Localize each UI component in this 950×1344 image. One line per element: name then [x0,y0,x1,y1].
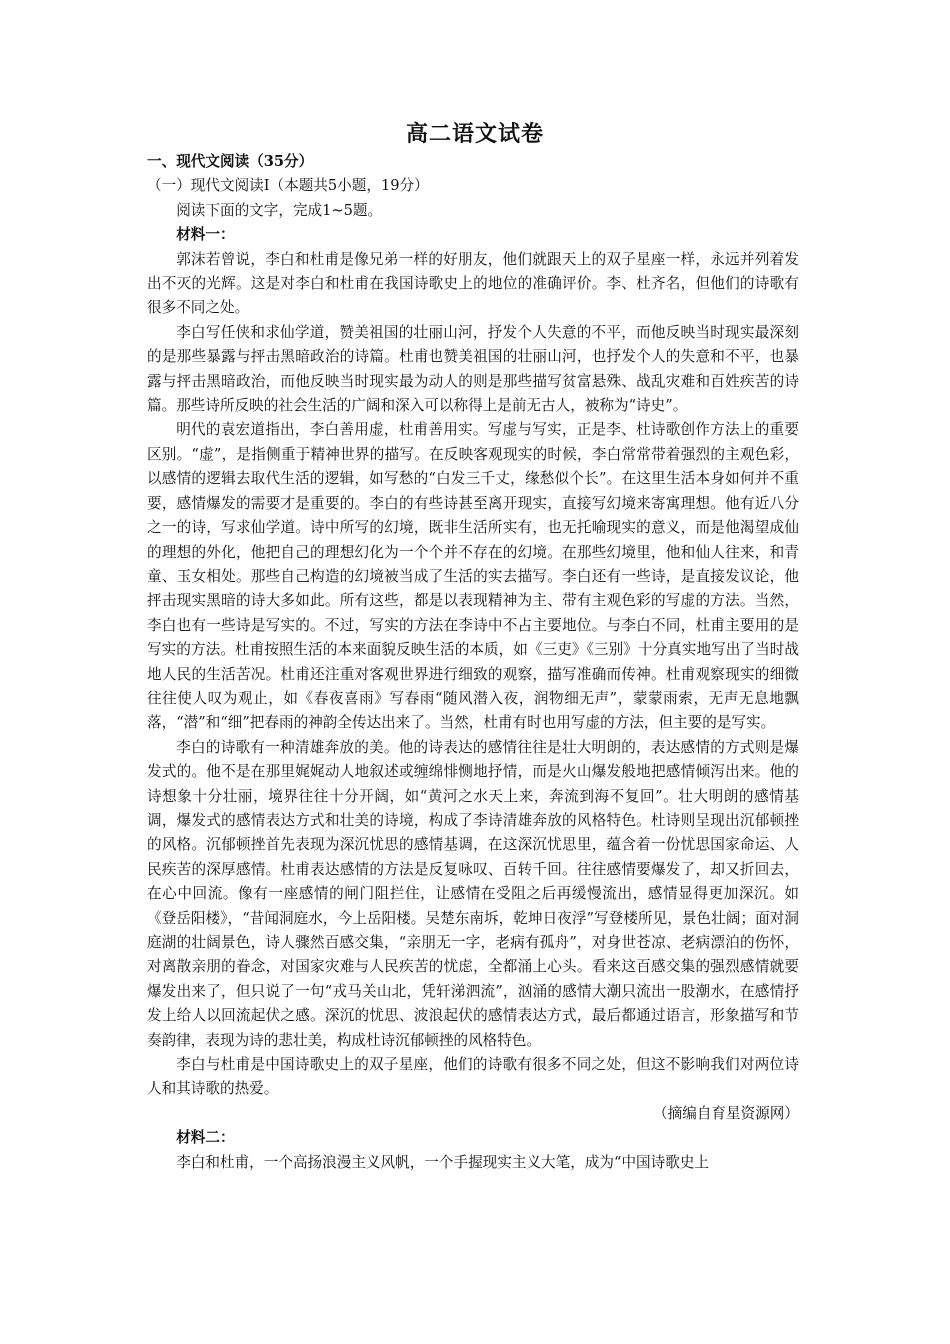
material-one-source: （摘编自育星资源网） [653,1104,799,1122]
material-one-paragraph-4: 李白的诗歌有一种清雄奔放的美。他的诗表达的感情往往是壮大明朗的，表达感情的方式则是爆发式的。他不是在那里娓娓动人地叙述或缠绵悱恻地抒情，而是火山爆发般地把感情倾泻出来。他的诗想象十分壮丽，境界往往十分开阔，如“黄河之水天上来，奔流到海不复回”。壮大明朗的感情基调，爆发式的感情表达方式和壮美的诗境，构成了李诗清雄奔放的风格特色。杜诗则呈现出沉郁顿挫的风格。沉郁顿挫首先表现为深沉忧思的感情基调，在这深沉忧思里，蕴含着一份忧思国家命运、人民疾苦的深厚感情。杜甫表达感情的方法是反复咏叹、百转千回。往往感情要爆发了，却又折回去，在心中回流。像有一座感情的闸门阻拦住，让感情在受阻之后再缓慢流出，感情显得更加深沉。如《登岳阳楼》，“昔闻洞庭水，今上岳阳楼。吴楚东南坼，乾坤日夜浮”写登楼所见，景色壮阔；面对洞庭湖的壮阔景色，诗人骤然百感交集，“亲朋无一字，老病有孤舟”，对身世苍凉、老病漂泊的伤怀，对离散亲朋的眷念，对国家灾难与人民疾苦的忧虑，全都涌上心头。看来这百感交集的强烈感情就要爆发出来了，但只说了一句“戎马关山北，凭轩涕泗流”，汹涌的感情大潮只流出一股潮水，在感情抒发上给人以回流起伏之感。深沉的忧思、波浪起伏的感情表达方式，最后都通过语言，形象描写和节奏韵律，表现为诗的悲壮美，构成杜诗沉郁顿挫的风格特色。 [147,738,799,1049]
page-title: 高二语文试卷 [405,121,544,147]
material-one-paragraph-5: 李白与杜甫是中国诗歌史上的双子星座，他们的诗歌有很多不同之处，但这不影响我们对两位诗人和其诗歌的热爱。 [147,1056,799,1098]
section-heading: 一、现代文阅读（35分） [147,153,314,170]
material-two-paragraph-1: 李白和杜甫，一个高扬浪漫主义风帆，一个手握现实主义大笔，成为“中国诗歌史上 [176,1153,710,1171]
material-one-paragraph-1: 郭沫若曾说，李白和杜甫是像兄弟一样的好朋友，他们就跟天上的双子星座一样，永远并列着发出不灭的光辉。这是对李白和杜甫在我国诗歌史上的地位的准确评价。李、杜齐名，但他们的诗歌有很多不同之处。 [147,250,799,317]
material-two-label: 材料二： [176,1129,235,1147]
sub-section-heading: （一）现代文阅读Ⅰ（本题共5小题，19分） [147,177,429,195]
exam-content [147,150,799,1175]
material-one-label: 材料一： [176,226,235,244]
material-one-paragraph-2: 李白写任侠和求仙学道，赞美祖国的壮丽山河，抒发个人失意的不平，而他反映当时现实最深刻的是那些暴露与抨击黑暗政治的诗篇。杜甫也赞美祖国的壮丽山河，也抒发个人的失意和不平，也暴露与抨击黑暗政治，而他反映当时现实最为动人的则是那些描写贫富悬殊、战乱灾难和百姓疾苦的诗篇。那些诗所反映的社会生活的广阔和深入可以称得上是前无古人，被称为“诗史”。 [147,323,799,415]
reading-instruction: 阅读下面的文字，完成1~5题。 [176,201,383,219]
material-one-paragraph-3: 明代的袁宏道指出，李白善用虚，杜甫善用实。写虚与写实，正是李、杜诗歌创作方法上的重要区别。“虚”，是指侧重于精神世界的描写。在反映客观现实的时候，李白常常带着强烈的主观色彩，以感情的逻辑去取代生活的逻辑，如写愁的“白发三千丈，缘愁似个长”。在这里生活本身如何并不重要，感情爆发的需要才是重要的。李白的有些诗甚至离开现实，直接写幻境来寄寓理想。他有近八分之一的诗，写求仙学道。诗中所写的幻境，既非生活所实有，也无托喻现实的意义，而是他渴望成仙的理想的外化，他把自己的理想幻化为一个个并不存在的幻境。在那些幻境里，他和仙人往来，和青童、玉女相处。那些自己构造的幻境被当成了生活的实去描写。李白还有一些诗，是直接发议论，他抨击现实黑暗的诗大多如此。所有这些，都是以表现精神为主、带有主观色彩的写虚的方法。当然，李白也有一些诗是写实的。不过，写实的方法在李诗中不占主要地位。与李白不同，杜甫主要用的是写实的方法。杜甫按照生活的本来面貌反映生活的本质，如《三吏》《三别》十分真实地写出了当时战地人民的生活苦况。杜甫还注重对客观世界进行细致的观察，描写准确而传神。杜甫观察现实的细微往往使人叹为观止，如《春夜喜雨》写春雨“随风潜入夜，润物细无声”，蒙蒙雨索，无声无息地飘落，“潜”和“细”把春雨的神韵全传达出来了。当然，杜甫有时也用写虚的方法，但主要的是写实。 [147,421,799,732]
